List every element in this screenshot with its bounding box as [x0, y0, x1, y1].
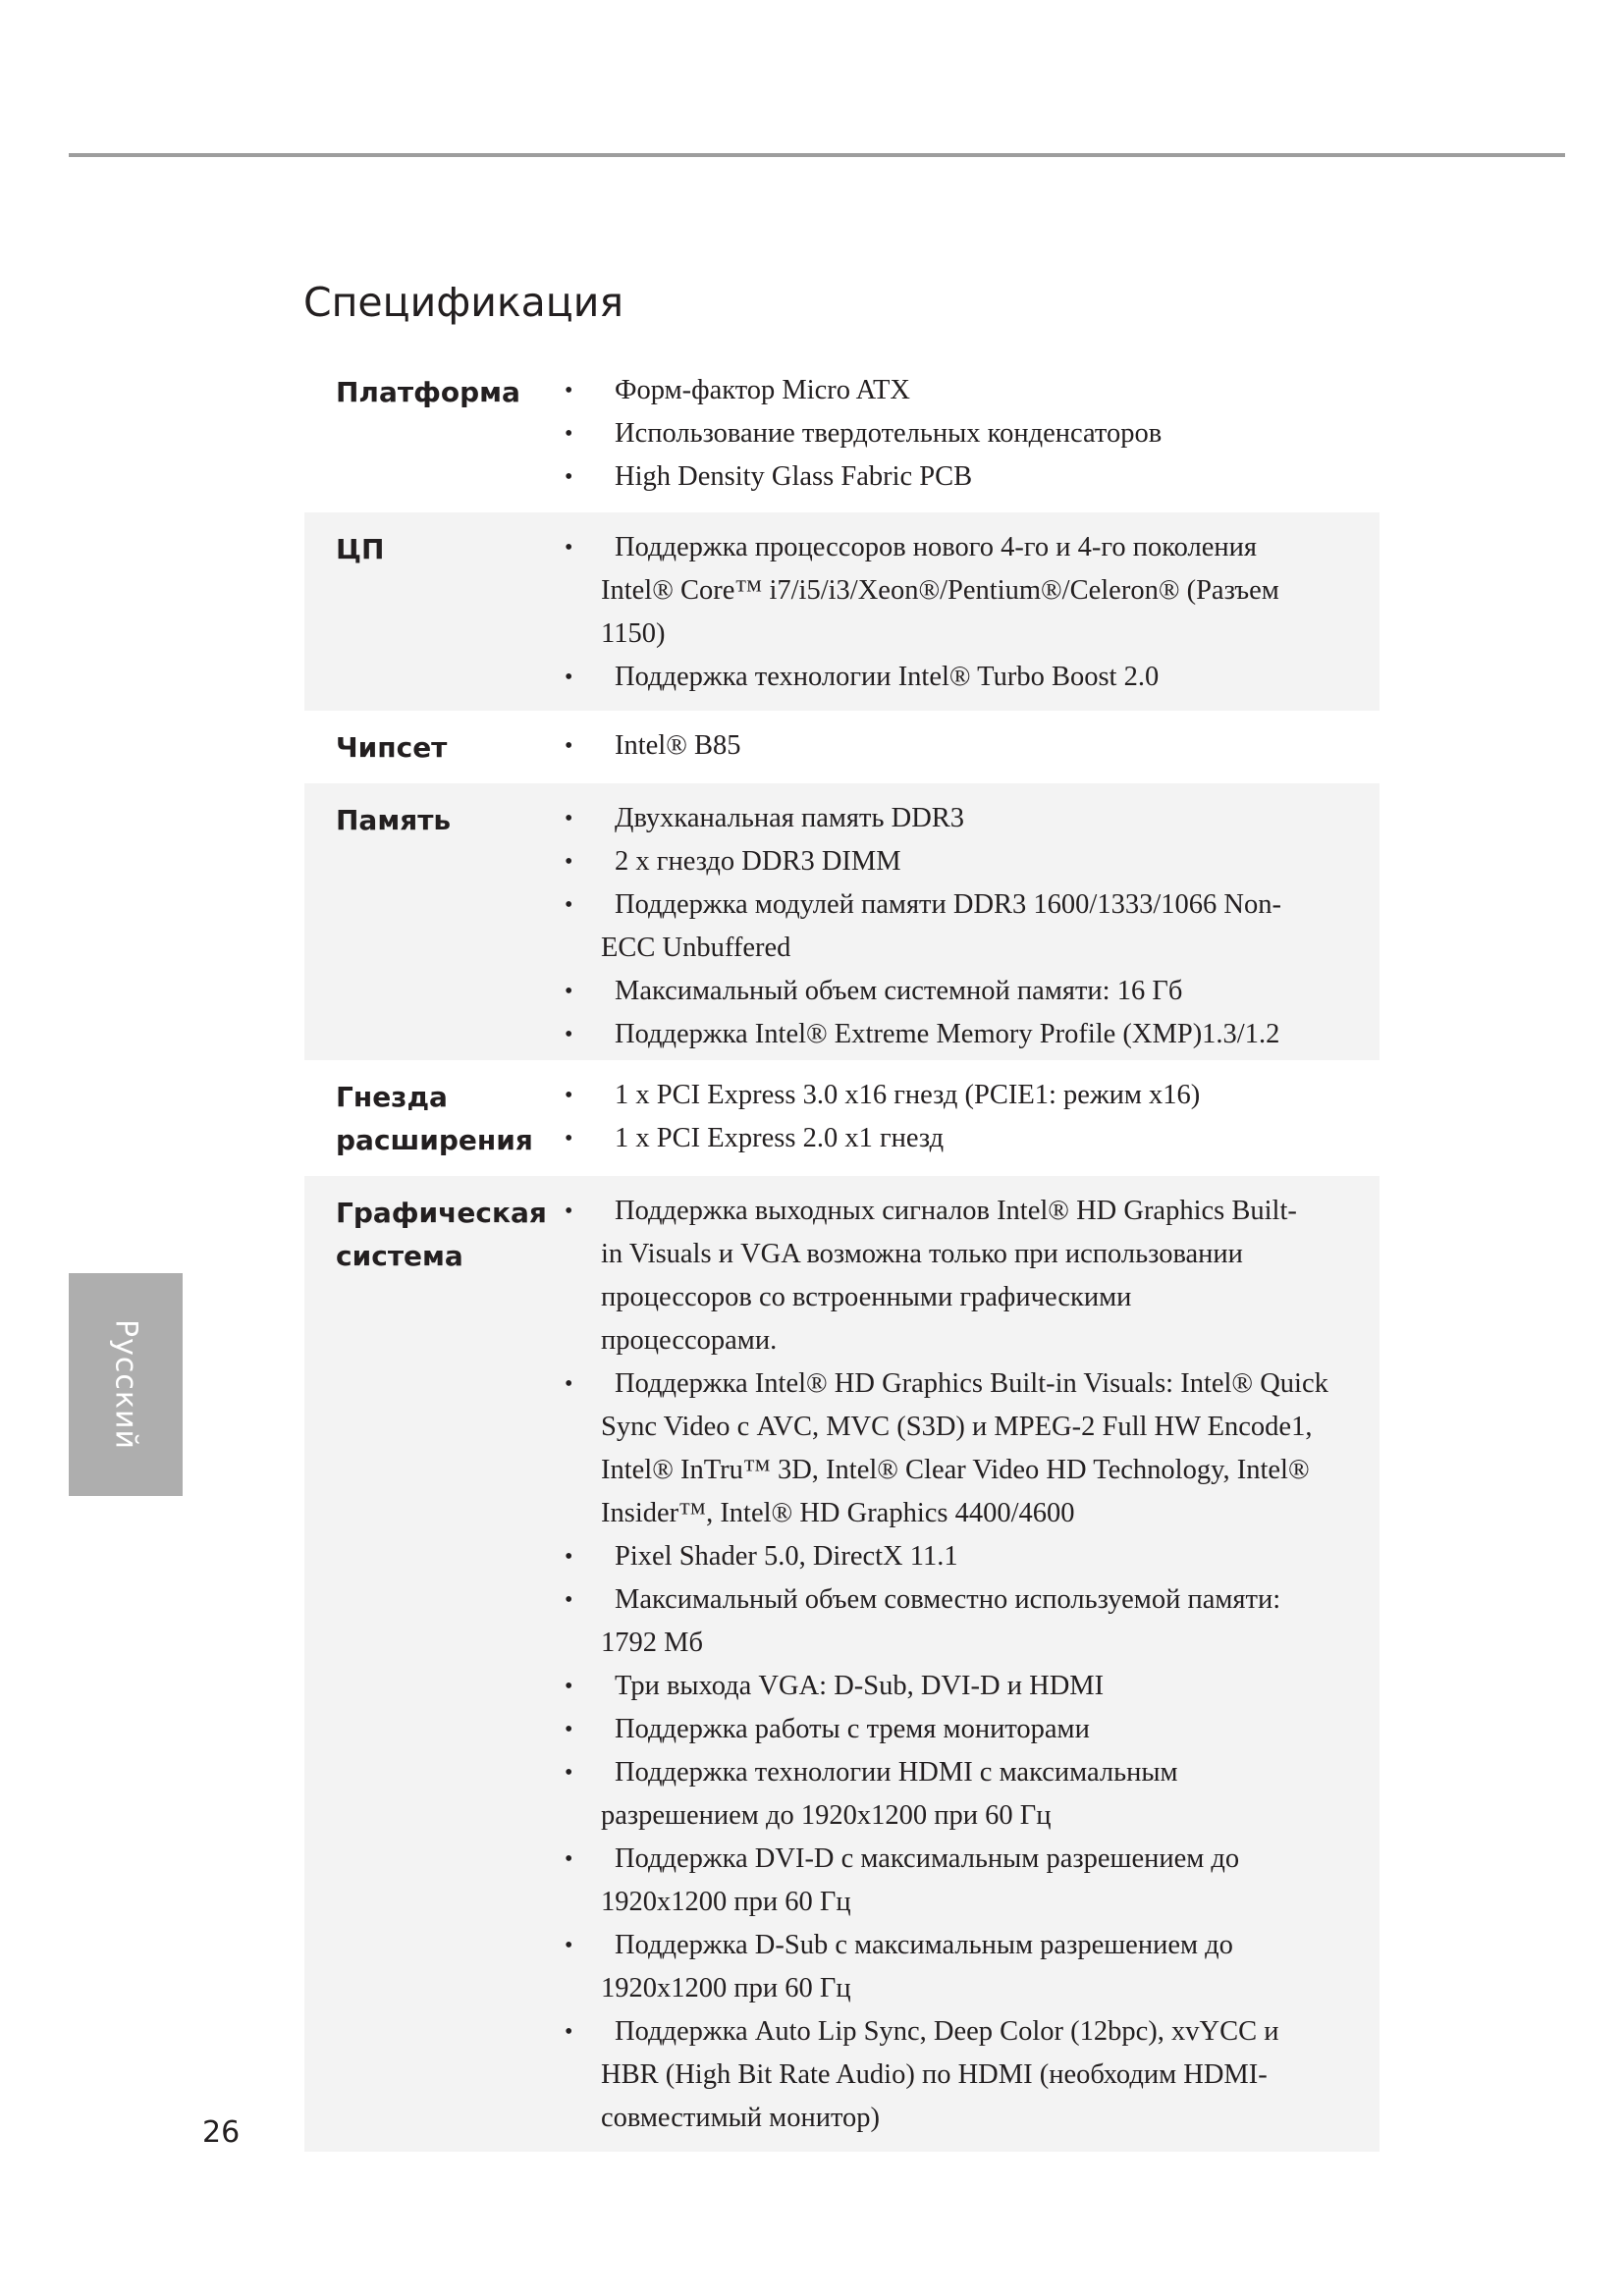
spec-item-line: разрешением до 1920x1200 при 60 Гц	[601, 1800, 1052, 1831]
spec-item	[586, 412, 1380, 455]
spec-row	[304, 1176, 1380, 2152]
spec-item-line: • Pixel Shader 5.0, DirectX 11.1	[615, 1541, 958, 1572]
spec-label-line: Платформа	[336, 376, 520, 408]
spec-item-line: • Intel® B85	[615, 730, 741, 761]
spec-item-list	[586, 1074, 1380, 1162]
spec-item-line: • Поддержка технологии HDMI с максимальным	[615, 1757, 1178, 1788]
spec-item-line: • 1 x PCI Express 3.0 x16 гнезд (PCIE1: режим x16)	[615, 1080, 1201, 1110]
spec-item-line: ECC Unbuffered	[601, 933, 791, 963]
spec-item-line: in Visuals и VGA возможна только при использовании	[601, 1239, 1243, 1269]
spec-item-list	[586, 797, 1380, 1056]
spec-label	[304, 1074, 586, 1162]
spec-item-line: • Максимальный объем системной памяти: 16 Гб	[615, 976, 1183, 1006]
spec-row	[304, 1060, 1380, 1176]
spec-item-line: • Поддержка выходных сигналов Intel® HD Graphics Built-	[615, 1196, 1297, 1226]
spec-item-line: • Форм-фактор Micro ATX	[615, 375, 911, 405]
spec-item	[586, 724, 1380, 768]
header-rule	[69, 153, 1565, 157]
spec-label-line: Графическая	[336, 1197, 547, 1229]
spec-item	[586, 1924, 1380, 2010]
spec-item	[586, 1362, 1380, 1535]
spec-item	[586, 1838, 1380, 1924]
spec-item-line: 1792 Мб	[601, 1628, 703, 1658]
spec-item-line: • Поддержка работы с тремя мониторами	[615, 1714, 1090, 1744]
spec-item	[586, 970, 1380, 1013]
spec-item	[586, 1665, 1380, 1708]
spec-label-line: расширения	[336, 1124, 533, 1156]
spec-item-list	[586, 526, 1380, 699]
spec-item-line: • Поддержка DVI-D с максимальным разрешением до	[615, 1843, 1240, 1874]
spec-item-line: Insider™, Intel® HD Graphics 4400/4600	[601, 1498, 1075, 1528]
spec-item-line: • Максимальный объем совместно используемой памяти:	[615, 1584, 1281, 1615]
spec-item	[586, 1190, 1380, 1362]
spec-item	[586, 656, 1380, 699]
spec-label	[304, 724, 586, 770]
spec-item	[586, 1013, 1380, 1056]
spec-table	[304, 369, 1380, 2152]
spec-item	[586, 369, 1380, 412]
spec-item	[586, 1751, 1380, 1838]
spec-item	[586, 1074, 1380, 1117]
spec-item-list	[586, 369, 1380, 499]
spec-item-line: • Двухканальная память DDR3	[615, 803, 965, 833]
spec-item-line: Intel® Core™ i7/i5/i3/Xeon®/Pentium®/Celeron® (Разъем 1150)	[601, 575, 1279, 649]
spec-item-line: • Поддержка технологии Intel® Turbo Boost 2.0	[615, 662, 1160, 692]
spec-label-line: Чипсет	[336, 731, 448, 764]
spec-item	[586, 1578, 1380, 1665]
spec-item-line: • High Density Glass Fabric PCB	[615, 461, 973, 492]
page-number: 26	[202, 2115, 241, 2150]
spec-item	[586, 797, 1380, 840]
spec-label	[304, 1190, 586, 2140]
spec-row	[304, 711, 1380, 783]
spec-item-line: • 2 x гнездо DDR3 DIMM	[615, 846, 901, 877]
spec-item	[586, 455, 1380, 499]
spec-row	[304, 512, 1380, 711]
spec-item	[586, 2010, 1380, 2140]
spec-label-line: Гнезда	[336, 1081, 448, 1113]
spec-row	[304, 369, 1380, 512]
spec-item-line: совместимый монитор)	[601, 2103, 881, 2133]
spec-label-line: ЦП	[336, 533, 385, 565]
spec-label-line: Память	[336, 804, 452, 836]
spec-item-line: процессоров со встроенными графическими	[601, 1282, 1132, 1312]
spec-item-line: 1920x1200 при 60 Гц	[601, 1887, 851, 1917]
spec-item-line: • Поддержка Auto Lip Sync, Deep Color (12bpc), xvYCC и	[615, 2016, 1279, 2047]
spec-item-line: процессорами.	[601, 1325, 778, 1356]
spec-item-line: 1920x1200 при 60 Гц	[601, 1973, 851, 2003]
spec-item-line: • Использование твердотельных конденсаторов	[615, 418, 1163, 449]
page-title: Спецификация	[303, 279, 624, 326]
spec-item-line: HBR (High Bit Rate Audio) по HDMI (необходим HDMI-	[601, 2059, 1268, 2090]
spec-item-line: Sync Video с AVC, MVC (S3D) и MPEG-2 Full HW Encode1,	[601, 1412, 1313, 1442]
spec-item-line: • Поддержка модулей памяти DDR3 1600/1333/1066 Non-	[615, 889, 1281, 920]
spec-item-line: Intel® InTru™ 3D, Intel® Clear Video HD Technology, Intel®	[601, 1455, 1310, 1485]
spec-item	[586, 1708, 1380, 1751]
spec-item	[586, 840, 1380, 883]
spec-row	[304, 783, 1380, 1060]
spec-label	[304, 369, 586, 499]
spec-item	[586, 526, 1380, 656]
spec-item	[586, 1535, 1380, 1578]
spec-label	[304, 797, 586, 1056]
spec-item-line: • Три выхода VGA: D-Sub, DVI-D и HDMI	[615, 1671, 1105, 1701]
spec-item-line: • Поддержка процессоров нового 4-го и 4-го поколения	[615, 532, 1257, 562]
spec-label-line: система	[336, 1240, 463, 1272]
language-side-tab	[69, 1273, 183, 1496]
spec-label	[304, 526, 586, 699]
spec-item-list	[586, 1190, 1380, 2140]
spec-item-line: • Поддержка Intel® Extreme Memory Profile (XMP)1.3/1.2	[615, 1019, 1280, 1049]
spec-item	[586, 1117, 1380, 1160]
spec-item-line: • Поддержка D-Sub с максимальным разрешением до	[615, 1930, 1233, 1960]
spec-item-list	[586, 724, 1380, 770]
spec-item-line: • Поддержка Intel® HD Graphics Built-in Visuals: Intel® Quick	[615, 1368, 1328, 1399]
spec-item	[586, 883, 1380, 970]
language-tab-label: Русский	[108, 1319, 143, 1450]
spec-item-line: • 1 x PCI Express 2.0 x1 гнезд	[615, 1123, 945, 1153]
